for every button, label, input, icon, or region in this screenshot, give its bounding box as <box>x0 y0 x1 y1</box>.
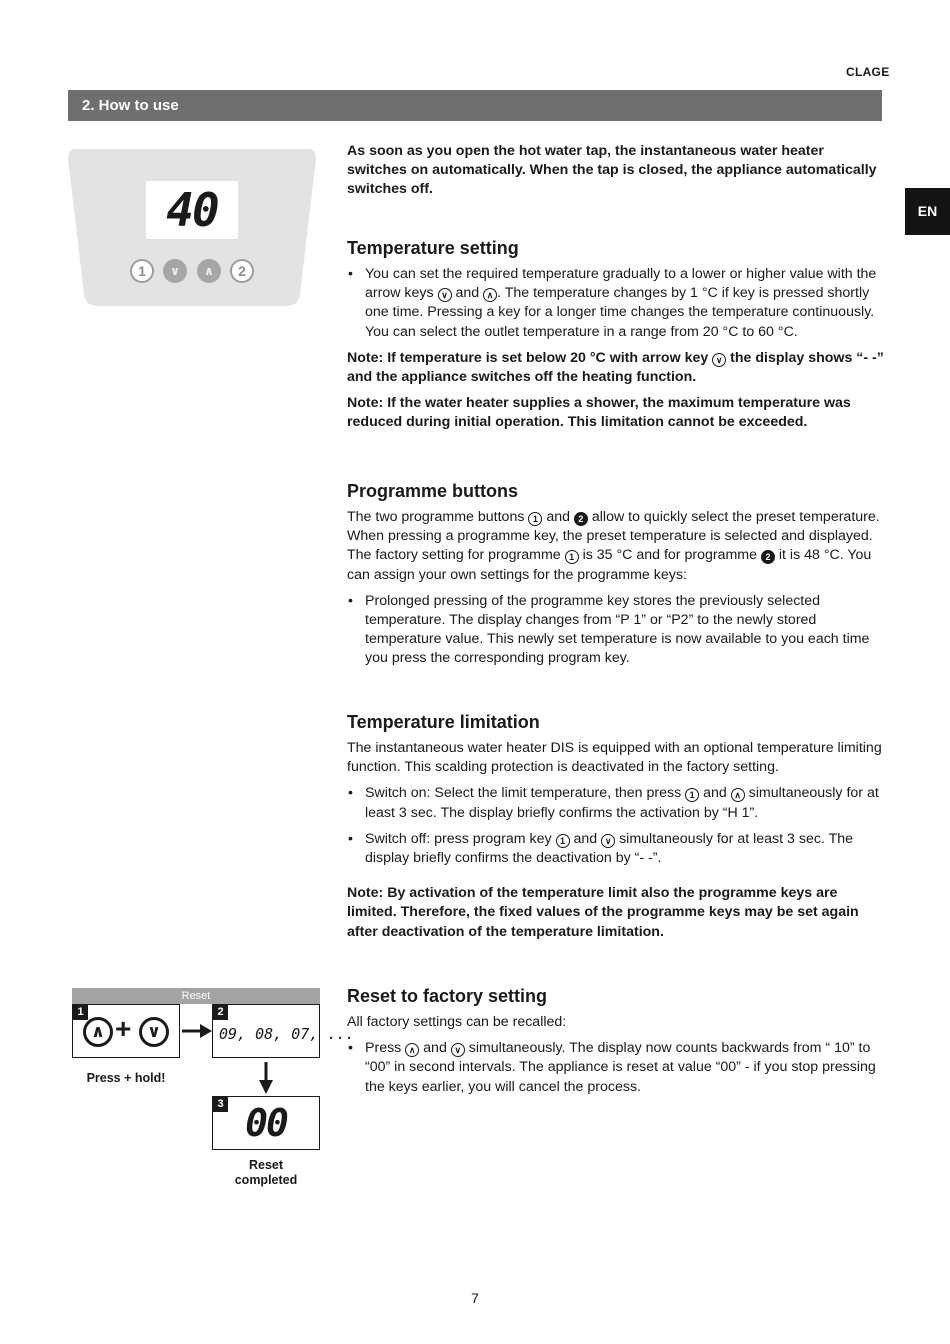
programme-buttons-para: The two programme buttons 1 and 2 allow to quickly select the preset temperature. When pressing a programme key, the preset temperature is selected and displayed. The factory setting for programme 1 is 35 °C and for programme 2 it is 48 °C. You can assign your own settings for the programme keys: <box>347 509 880 583</box>
temperature-display: 40 <box>146 181 238 239</box>
program-1-key-icon: 1 <box>528 512 542 526</box>
arrow-down-icon <box>257 1060 275 1096</box>
program-1-key-icon: 1 <box>565 550 579 564</box>
up-key-icon: ∧ <box>405 1043 419 1057</box>
control-panel-illustration <box>68 149 316 306</box>
reset-factory-bullet: • Press ∧ and ∨ simultaneously. The display now counts backwards from “ 10” to “00” in second intervals. The appliance is reset at value “00” - if you stop pressing the keys earlier, you will cancel the process. <box>347 1039 887 1097</box>
switch-on-bullet: • Switch on: Select the limit temperature, then press 1 and ∧ simultaneously for at least 3 sec. The display briefly confirms the activation by “H 1”. <box>347 784 887 822</box>
down-key-icon: ∨ <box>139 1017 169 1047</box>
intro-text: As soon as you open the hot water tap, the instantaneous water heater switches on automatically. When the tap is closed, the appliance automatically switches off. <box>347 143 877 198</box>
reset-completed-caption: Reset completed <box>234 1158 298 1187</box>
switch-off-bullet: • Switch off: press program key 1 and ∨ simultaneously for at least 3 sec. The display briefly confirms the deactivation by “- -”. <box>347 830 887 868</box>
step-number: 2 <box>213 1005 228 1020</box>
arrow-up-icon: ∧ <box>197 259 221 283</box>
programme-buttons-section <box>347 480 887 676</box>
down-key-icon: ∨ <box>438 288 452 302</box>
note-below-20: Note: If temperature is set below 20 °C with arrow key ∨ the display shows “- -” and the appliance switches off the heating function. <box>347 349 884 386</box>
down-key-icon: ∨ <box>451 1043 465 1057</box>
reset-factory-section <box>347 985 887 1104</box>
reset-title: Reset <box>72 988 320 1004</box>
up-key-icon: ∧ <box>483 288 497 302</box>
program-2-icon: 2 <box>230 259 254 283</box>
reset-factory-para: All factory settings can be recalled: <box>347 1014 567 1030</box>
reset-diagram <box>72 988 355 1198</box>
up-key-icon: ∧ <box>731 788 745 802</box>
page-number: 7 <box>471 1290 479 1306</box>
temperature-setting-bullet: • You can set the required temperature gradually to a lower or higher value with the arrow keys ∨ and ∧ . The temperature changes by 1 °C if key is pressed shortly one time. Pressing a key for a longer time changes the temperature continuously. You can select the outlet temperature in a range from 20 °C to 60 °C. <box>347 265 887 342</box>
temperature-limitation-section <box>347 711 887 949</box>
up-key-icon: ∧ <box>83 1017 113 1047</box>
temperature-setting-section <box>347 237 887 440</box>
program-1-key-icon: 1 <box>556 834 570 848</box>
step-number: 3 <box>213 1097 228 1112</box>
reset-factory-heading: Reset to factory setting <box>347 986 548 1006</box>
note-temperature-limit: Note: By activation of the temperature limit also the programme keys are limited. Therefore, the fixed values of the programme keys may be set again after deactivation of the temperature limitation. <box>347 885 859 940</box>
down-key-icon: ∨ <box>601 834 615 848</box>
arrow-right-icon <box>180 1022 214 1040</box>
program-1-key-icon: 1 <box>685 788 699 802</box>
step-number: 1 <box>73 1005 88 1020</box>
countdown-display: 09, 08, 07, ... <box>219 1025 355 1043</box>
programme-buttons-heading: Programme buttons <box>347 481 519 501</box>
arrow-down-icon: ∨ <box>163 259 187 283</box>
temperature-limitation-heading: Temperature limitation <box>347 712 540 732</box>
section-title: 2. How to use <box>68 90 882 121</box>
press-hold-caption: Press + hold! <box>86 1071 166 1085</box>
temperature-limitation-para: The instantaneous water heater DIS is equipped with an optional temperature limiting function. This scalding protection is deactivated in the factory setting. <box>347 740 882 776</box>
reset-step-1 <box>72 1004 180 1058</box>
program-1-icon: 1 <box>130 259 154 283</box>
down-key-icon: ∨ <box>712 353 726 367</box>
program-2-key-icon: 2 <box>574 512 588 526</box>
note-shower: Note: If the water heater supplies a shower, the maximum temperature was reduced during initial operation. This limitation cannot be exceeded. <box>347 395 851 431</box>
brand-label: CLAGE <box>846 65 890 79</box>
reset-step-2 <box>212 1004 355 1058</box>
temperature-setting-heading: Temperature setting <box>347 238 519 258</box>
program-2-key-icon: 2 <box>761 550 775 564</box>
reset-step-3 <box>212 1096 320 1150</box>
final-display: 00 <box>245 1101 287 1145</box>
plus-icon: + <box>115 1013 132 1044</box>
programme-buttons-bullet: • Prolonged pressing of the programme key stores the previously selected temperature. The display changes from “P 1” or “P2” to the newly stored temperature value. This newly set temperature is now available to you each time you press the corresponding program key. <box>347 592 887 669</box>
language-tab: EN <box>905 188 950 235</box>
